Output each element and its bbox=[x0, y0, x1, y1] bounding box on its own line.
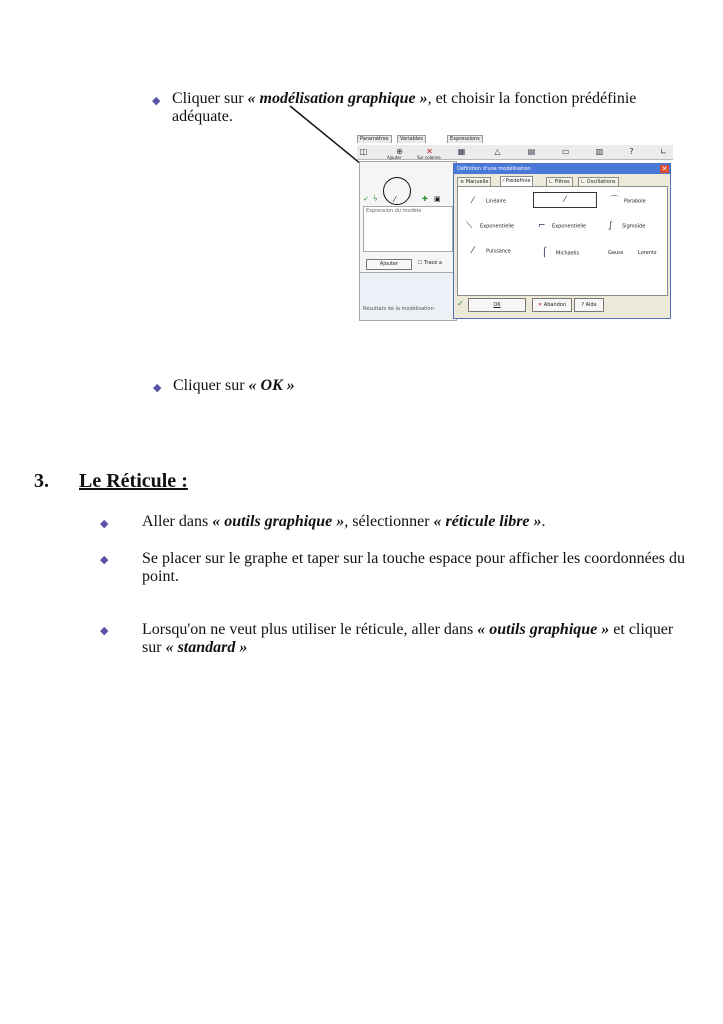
linear-icon: ⁄ bbox=[472, 196, 474, 206]
step1-emphasis: « modélisation graphique » bbox=[247, 90, 428, 107]
power-icon: ⁄ bbox=[472, 246, 474, 256]
model-curve-icon[interactable]: ⁄ bbox=[394, 195, 396, 204]
main-tabs bbox=[357, 133, 673, 143]
tab-manuelle[interactable]: ≋ Manuelle bbox=[457, 177, 491, 186]
model-lorentz[interactable]: Lorentz bbox=[638, 250, 657, 256]
chart-icon[interactable]: ▥ bbox=[595, 147, 604, 156]
table-icon[interactable]: ▦ bbox=[457, 147, 466, 156]
section-title: Le Réticule : bbox=[79, 470, 188, 492]
tab-filtres[interactable]: ∟ Filtres bbox=[546, 177, 573, 186]
michaelis-icon: ⌠ bbox=[542, 248, 547, 258]
model-sigmoide[interactable]: ∫ Sigmoïde bbox=[608, 221, 646, 231]
plus-icon[interactable]: ✚ bbox=[422, 195, 428, 203]
item2-text-line2: point. bbox=[142, 568, 179, 585]
aide-button[interactable]: ? Aide bbox=[574, 298, 604, 312]
step2-emphasis: « OK » bbox=[248, 377, 295, 394]
dialog-title: Définition d'une modélisation bbox=[454, 164, 670, 174]
modelisation-dialog bbox=[453, 163, 671, 319]
print-icon[interactable]: ▭ bbox=[561, 147, 570, 156]
page-icon[interactable]: ▤ bbox=[527, 147, 536, 156]
bullet-icon: ◆ bbox=[152, 95, 161, 107]
results-area: Résultats de la modélisation bbox=[360, 272, 454, 319]
exp-decay-icon: ⟍ bbox=[466, 221, 473, 231]
check-icon[interactable]: ✓ bbox=[363, 195, 369, 203]
sigmoid-icon: ∫ bbox=[608, 221, 613, 231]
abandon-button[interactable]: ✕ Abandon bbox=[532, 298, 572, 312]
exp-growth-icon: ⌐ bbox=[538, 221, 546, 231]
step1-text-line2: adéquate. bbox=[172, 108, 233, 125]
toolbar-ajouter[interactable]: Ajouter bbox=[387, 155, 402, 160]
expression-field[interactable]: Expression du modèle bbox=[363, 206, 453, 252]
tab-oscillations[interactable]: ∟ Oscillations bbox=[578, 177, 619, 186]
section-number: 3. bbox=[34, 470, 49, 492]
model-selected[interactable] bbox=[533, 192, 597, 208]
affine-icon: ⁄ bbox=[564, 195, 566, 205]
delete-icon[interactable]: ✕ bbox=[426, 147, 433, 156]
model-michaelis[interactable]: ⌠ Michaelis bbox=[542, 248, 580, 258]
triangle-icon[interactable]: △ bbox=[494, 147, 501, 156]
software-screenshot bbox=[357, 133, 673, 321]
item3-text-line2: sur « standard » bbox=[142, 639, 248, 656]
graph-icon[interactable]: ∟ bbox=[660, 147, 667, 156]
step1-text: Cliquer sur « modélisation graphique », et choisir la fonction prédéfinie bbox=[172, 90, 637, 107]
add-icon[interactable]: ⊕ bbox=[396, 147, 403, 156]
bullet-icon: ◆ bbox=[100, 554, 109, 566]
ajouter-button[interactable]: Ajouter bbox=[366, 259, 412, 270]
trace-checkbox[interactable]: ☐ Tracé a bbox=[418, 260, 442, 266]
question-icon: ? bbox=[581, 302, 584, 308]
window-icon[interactable]: ◫ bbox=[359, 147, 368, 156]
item1-text: Aller dans « outils graphique », sélectionner « réticule libre ». bbox=[142, 513, 546, 530]
bullet-icon: ◆ bbox=[100, 518, 109, 530]
ok-check-icon: ✓ bbox=[457, 299, 464, 308]
bullet-icon: ◆ bbox=[153, 382, 162, 394]
model-exponentielle-decr[interactable]: ⟍ Exponentielle bbox=[466, 221, 515, 231]
close-icon[interactable]: ✕ bbox=[661, 165, 668, 173]
parabola-icon: ⌒ bbox=[610, 196, 620, 206]
tab-expressions[interactable]: Expressions bbox=[447, 135, 483, 143]
highlight-circle bbox=[383, 177, 411, 205]
model-exponentielle-incr[interactable]: ⌐ Exponentielle bbox=[538, 221, 587, 231]
models-grid bbox=[457, 186, 668, 296]
toolbar bbox=[357, 145, 673, 160]
tab-predefinie[interactable]: ⁄ Prédéfinie bbox=[500, 176, 533, 186]
tab-variables[interactable]: Variables bbox=[397, 135, 426, 143]
item2-text: Se placer sur le graphe et taper sur la touche espace pour afficher les coordonnées du bbox=[142, 550, 686, 567]
lightning-icon[interactable]: ϟ bbox=[373, 195, 378, 203]
model-lineaire[interactable]: ⁄ Linéaire bbox=[472, 196, 506, 206]
tab-parametres[interactable]: Paramètres bbox=[357, 135, 392, 143]
abandon-icon: ✕ bbox=[537, 302, 543, 308]
item3-text: Lorsqu'on ne veut plus utiliser le réticule, aller dans « outils graphique » et cliquer bbox=[142, 621, 674, 638]
model-puissance[interactable]: ⁄ Puissance bbox=[472, 246, 511, 256]
model-parabole[interactable]: ⌒ Parabole bbox=[610, 196, 646, 206]
step2-text: Cliquer sur « OK » bbox=[173, 377, 295, 394]
bullet-icon: ◆ bbox=[100, 625, 109, 637]
model-gauss[interactable]: Gauss bbox=[608, 250, 624, 256]
help-icon[interactable]: ? bbox=[629, 147, 634, 156]
printer-icon[interactable]: ▣ bbox=[434, 195, 441, 203]
ok-button[interactable]: OK bbox=[468, 298, 526, 312]
toolbar-sur-colonne[interactable]: Sur colonne bbox=[417, 155, 441, 160]
